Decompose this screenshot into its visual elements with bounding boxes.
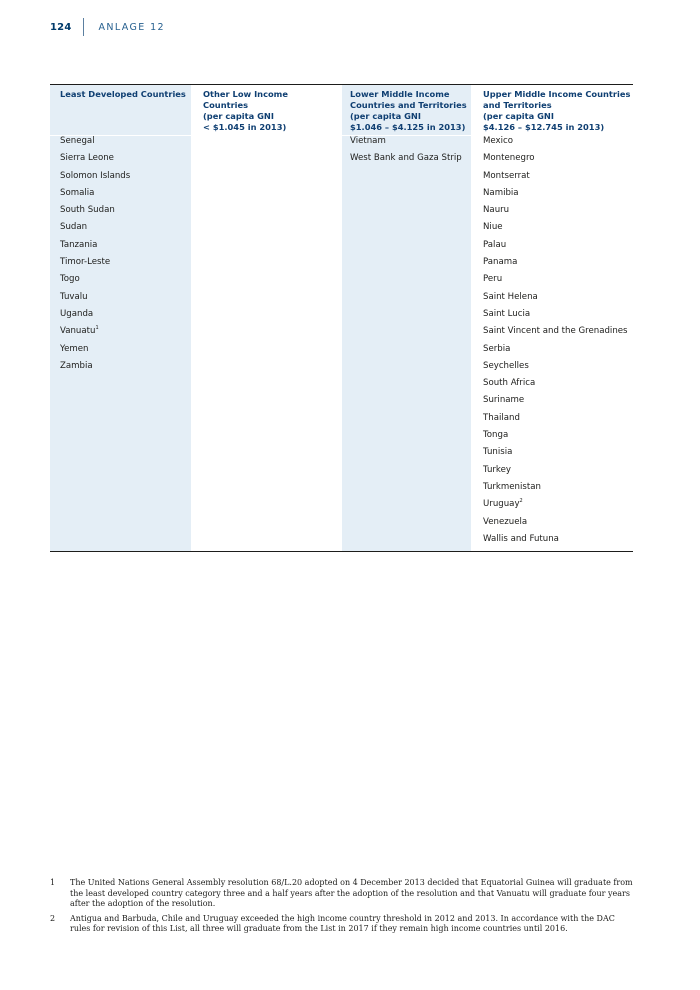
column-lower-middle-income: [350, 85, 468, 168]
country-cell: [483, 237, 631, 254]
country-cell: [483, 202, 631, 219]
column-header-lower-middle-income: [350, 85, 468, 131]
footnote-text: The United Nations General Assembly resolution 68/L.20 adopted on 4 December 2013 decided that Equatorial Guinea will graduate from the least developed country category three and a half years after the adoption of the resolution and that Vanuatu will graduate four years after the adoption of the resolution.: [70, 878, 633, 909]
country-name: Saint Lucia: [483, 308, 531, 319]
country-name: Sierra Leone: [60, 153, 114, 164]
column-upper-middle-income: [483, 85, 631, 548]
country-cell: [483, 168, 631, 185]
country-name: Montserrat: [483, 170, 530, 181]
country-name: Solomon Islands: [60, 170, 131, 181]
country-cell: [60, 150, 188, 167]
dac-recipients-table: [50, 84, 633, 552]
column-threshold: $4.126 – $12.745 in 2013): [483, 122, 605, 132]
country-name: Tuvalu: [60, 291, 88, 302]
column-title: Upper Middle Income Countries and Territories: [483, 89, 631, 110]
country-cell: [483, 427, 631, 444]
country-cell: [483, 289, 631, 306]
country-name: Turkmenistan: [483, 481, 541, 492]
country-cell: [483, 462, 631, 479]
country-name: Venezuela: [483, 516, 528, 527]
footnote-number: 1: [50, 878, 56, 887]
country-cell: [483, 479, 631, 496]
column-title: Least Developed Countries: [60, 89, 186, 99]
page-number: 124: [50, 21, 72, 33]
country-name: Saint Vincent and the Grenadines: [483, 326, 628, 337]
country-cell: [350, 150, 468, 167]
country-name: Montenegro: [483, 153, 535, 164]
country-cell: [60, 271, 188, 288]
country-cell: [60, 323, 188, 340]
section-label: ANLAGE 12: [98, 21, 166, 33]
country-name: Vanuatu: [60, 326, 96, 337]
footnotes: [50, 878, 633, 939]
country-name: Tunisia: [483, 447, 513, 458]
column-threshold: $1.046 – $4.125 in 2013): [350, 122, 466, 132]
country-name: Sudan: [60, 222, 88, 233]
country-cell: [60, 237, 188, 254]
country-name: Timor-Leste: [60, 257, 111, 268]
country-cell: [60, 168, 188, 185]
country-name: Suriname: [483, 395, 525, 406]
upper-middle-income-list: [483, 131, 631, 548]
column-subtitle: (per capita GNI: [350, 111, 421, 121]
column-subtitle: (per capita GNI: [203, 111, 274, 121]
country-name: Somalia: [60, 187, 95, 198]
column-least-developed: [60, 85, 188, 375]
country-name: Panama: [483, 257, 518, 268]
country-cell: [483, 271, 631, 288]
country-cell: [483, 531, 631, 548]
country-cell: [483, 323, 631, 340]
column-other-low-income: [203, 85, 335, 133]
country-name: South Sudan: [60, 205, 115, 216]
footnote-text: Antigua and Barbuda, Chile and Uruguay exceeded the high income country threshold in 2012 and 2013. In accordance with the DAC rules for revision of this List, all three will graduate from the List in 2017 if they remain high income countries until 2016.: [70, 913, 615, 934]
header-divider: [83, 18, 84, 36]
country-cell: [60, 358, 188, 375]
country-cell: [483, 514, 631, 531]
country-cell: [483, 358, 631, 375]
lower-middle-income-list: [350, 131, 468, 168]
country-cell: [60, 341, 188, 358]
column-header-upper-middle-income: [483, 85, 631, 131]
column-subtitle: (per capita GNI: [483, 111, 554, 121]
footnote-marker: 2: [519, 498, 523, 505]
country-name: Wallis and Futuna: [483, 533, 559, 544]
column-title: Other Low Income Countries: [203, 89, 288, 110]
country-cell: [483, 306, 631, 323]
country-cell: [60, 185, 188, 202]
country-cell: [483, 185, 631, 202]
country-name: Vietnam: [350, 136, 386, 146]
country-cell: [350, 133, 468, 150]
country-name: Uganda: [60, 308, 94, 319]
country-cell: [483, 410, 631, 427]
country-cell: [60, 306, 188, 323]
footnote: [50, 878, 633, 910]
country-cell: [60, 254, 188, 271]
country-cell: [483, 375, 631, 392]
country-cell: [483, 496, 631, 513]
country-name: South Africa: [483, 378, 536, 389]
country-cell: [60, 133, 188, 150]
country-cell: [483, 392, 631, 409]
country-cell: [483, 219, 631, 236]
country-name: Seychelles: [483, 360, 529, 371]
footnote: [50, 914, 633, 935]
column-threshold: < $1.045 in 2013): [203, 122, 287, 132]
country-name: Tonga: [483, 430, 509, 441]
country-name: Peru: [483, 274, 503, 285]
country-name: Nauru: [483, 205, 510, 216]
country-name: Togo: [60, 274, 80, 285]
country-name: Thailand: [483, 412, 520, 423]
column-title: Lower Middle Income Countries and Territories: [350, 89, 467, 110]
country-name: Saint Helena: [483, 291, 538, 302]
country-cell: [60, 202, 188, 219]
country-name: West Bank and Gaza Strip: [350, 153, 462, 164]
country-name: Mexico: [483, 136, 514, 146]
country-cell: [483, 254, 631, 271]
column-header-other-low-income: [203, 85, 335, 131]
country-cell: [483, 133, 631, 150]
country-cell: [483, 341, 631, 358]
country-name: Zambia: [60, 360, 93, 371]
country-name: Tanzania: [60, 239, 98, 250]
page-header: [50, 18, 165, 36]
country-name: Palau: [483, 239, 507, 250]
country-name: Niue: [483, 222, 503, 233]
country-cell: [60, 219, 188, 236]
country-name: Senegal: [60, 136, 95, 146]
country-name: Turkey: [483, 464, 511, 475]
country-name: Serbia: [483, 343, 511, 354]
footnote-marker: 1: [95, 325, 99, 332]
country-name: Namibia: [483, 187, 519, 198]
column-header-least-developed: [60, 85, 188, 131]
least-developed-list: [60, 131, 188, 375]
country-cell: [60, 289, 188, 306]
footnote-number: 2: [50, 913, 56, 923]
country-name: Uruguay: [483, 499, 520, 510]
country-cell: [483, 444, 631, 461]
country-cell: [483, 150, 631, 167]
country-name: Yemen: [60, 343, 89, 354]
